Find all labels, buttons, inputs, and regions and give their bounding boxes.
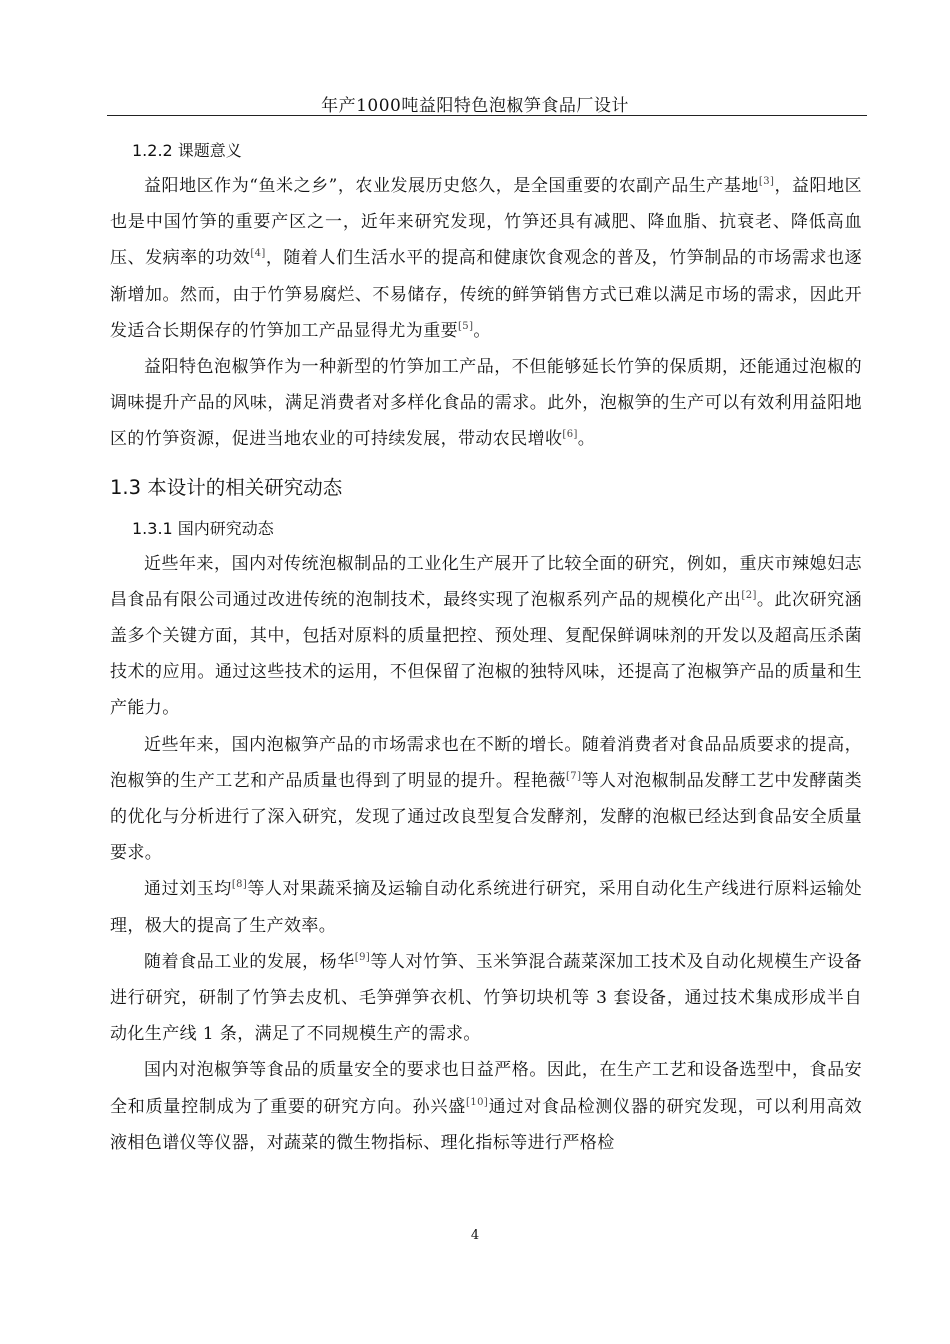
page-body	[110, 134, 862, 1161]
paragraph-text: 等人对果蔬采摘及运输自动化系统进行研究，采用自动化生产线进行原料运输处理，极大的提高了生产效率。	[110, 879, 862, 936]
paragraph-text: 通过对食品检测仪器的研究发现，可以利用高效液相色谱仪等仪器，对蔬菜的微生物指标、理化指标等进行严格检	[110, 1096, 862, 1153]
citation-ref: [9]	[354, 951, 371, 963]
body-paragraph	[110, 546, 862, 727]
body-paragraph	[110, 349, 862, 458]
paragraph-text: ，益阳地区也是中国竹笋的重要产区之一，近年来研究发现，竹笋还具有减肥、降血脂、抗衰老、降低高血压、发病率的功效	[110, 176, 863, 269]
citation-ref: [7]	[566, 770, 582, 782]
paragraph-text: 。	[577, 429, 596, 450]
paragraph-text: 。此次研究涵盖多个关键方面，其中，包括对原料的质量把控、预处理、复配保鲜调味剂的开发以及超高压杀菌技术的应用。通过这些技术的运用，不但保留了泡椒的独特风味，还提高了泡椒笋产品的质量和生产能力。	[110, 589, 862, 719]
citation-ref: [5]	[458, 320, 474, 332]
paragraph-text: 近些年来，国内对传统泡椒制品的工业化生产展开了比较全面的研究，例如，重庆市辣媳妇志昌食品有限公司通过改进传统的泡制技术，最终实现了泡椒系列产品的规模化产出	[110, 553, 862, 610]
header-divider	[107, 115, 867, 116]
page-number: 4	[470, 1228, 480, 1243]
body-paragraph	[110, 944, 862, 1053]
paragraph-text: 国内对泡椒笋等食品的质量安全的要求也日益严格。因此，在生产工艺和设备选型中，食品安全和质量控制成为了重要的研究方向。孙兴盛	[110, 1060, 862, 1117]
paragraph-text: 等人对竹笋、玉米笋混合蔬菜深加工技术及自动化规模生产设备进行研究，研制了竹笋去皮机、毛笋弹笋衣机、竹笋切块机等 3 套设备，通过技术集成形成半自动化生产线 1 条，满足了不同规模生产的需求。	[110, 951, 862, 1045]
body-paragraph	[110, 871, 862, 943]
citation-ref: [8]	[231, 879, 248, 891]
paragraph-text: 益阳特色泡椒笋作为一种新型的竹笋加工产品，不但能够延长竹笋的保质期，还能通过泡椒的调味提升产品的风味，满足消费者对多样化食品的需求。此外，泡椒笋的生产可以有效利用益阳地区的竹笋资源，促进当地农业的可持续发展，带动农民增收	[110, 357, 862, 450]
citation-ref: [10]	[466, 1096, 489, 1108]
citation-ref: [2]	[741, 589, 757, 601]
paragraph-text: 。	[473, 320, 491, 341]
paragraph-text: ，随着人们生活水平的提高和健康饮食观念的普及，竹笋制品的市场需求也逐渐增加。然而，由于竹笋易腐烂、不易储存，传统的鲜笋销售方式已难以满足市场的需求，因此开发适合长期保存的竹笋加工产品显得尤为重要	[110, 248, 862, 341]
citation-ref: [6]	[562, 429, 578, 441]
paragraph-text: 通过刘玉均	[144, 879, 232, 900]
subsection-heading: 1.2.2 课题意义	[132, 141, 242, 160]
section-heading: 1.3 本设计的相关研究动态	[110, 475, 343, 499]
body-paragraph	[110, 1052, 862, 1161]
running-header-title: 年产1000吨益阳特色泡椒笋食品厂设计	[321, 96, 629, 116]
body-paragraph	[110, 168, 862, 349]
paragraph-text: 益阳地区作为“鱼米之乡”，农业发展历史悠久，是全国重要的农副产品生产基地	[144, 176, 759, 196]
citation-ref: [3]	[758, 176, 775, 187]
paragraph-text: 随着食品工业的发展，杨华	[144, 951, 355, 972]
body-paragraph	[110, 727, 862, 872]
citation-ref: [4]	[250, 248, 266, 260]
paragraph-text: 等人对泡椒制品发酵工艺中发酵菌类的优化与分析进行了深入研究，发现了通过改良型复合发酵剂，发酵的泡椒已经达到食品安全质量要求。	[110, 770, 862, 864]
paragraph-text: 近些年来，国内泡椒笋产品的市场需求也在不断的增长。随着消费者对食品品质要求的提高，泡椒笋的生产工艺和产品质量也得到了明显的提升。程艳薇	[110, 734, 862, 791]
subsection-heading: 1.3.1 国内研究动态	[132, 518, 274, 538]
